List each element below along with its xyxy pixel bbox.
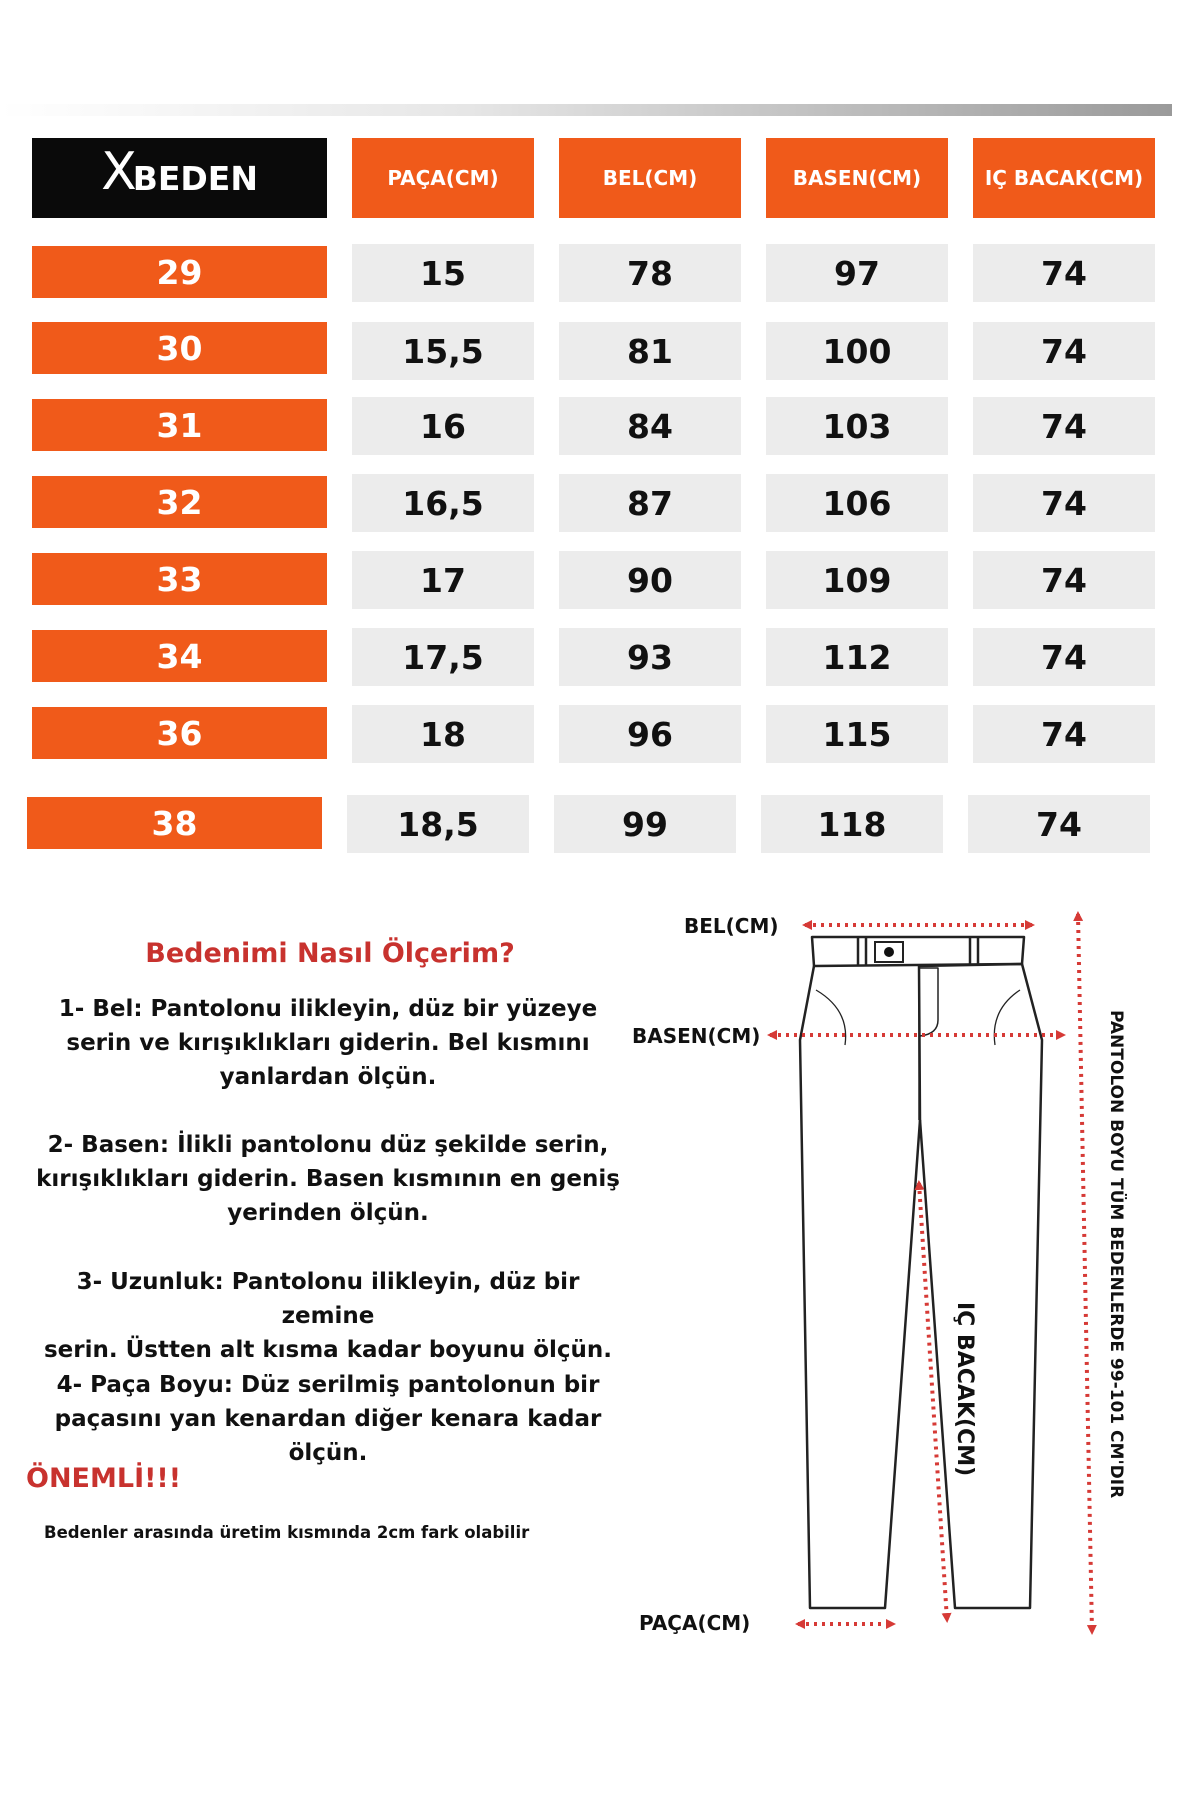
left-leg <box>800 966 920 1608</box>
guide-step-line: ölçün. <box>288 1440 368 1466</box>
value-cell: 109 <box>766 551 948 609</box>
value-cell: 74 <box>973 474 1155 532</box>
waistband <box>812 937 1024 966</box>
value-cell: 96 <box>559 705 741 763</box>
guide-step-line: serin ve kırışıklıkları giderin. Bel kısmını <box>66 1030 590 1056</box>
paca-label: PAÇA(CM) <box>639 1611 751 1635</box>
size-cell: 36 <box>32 707 327 759</box>
size-cell: 38 <box>27 797 322 849</box>
value-cell: 16,5 <box>352 474 534 532</box>
length-label: PANTOLON BOYU TÜM BEDENLERDE 99-101 CM'DIR <box>1106 1010 1126 1499</box>
column-header-ic-bacak: IÇ BACAK(CM) <box>973 138 1155 218</box>
inseam-arrow <box>919 1183 947 1620</box>
size-cell: 30 <box>32 322 327 374</box>
bel-label: BEL(CM) <box>684 914 779 938</box>
guide-step-line: 3- Uzunluk: Pantolonu ilikleyin, düz bir zemine <box>76 1269 580 1329</box>
guide-step-line: 2- Basen: İlikli pantolonu düz şekilde serin, <box>47 1132 609 1158</box>
right-leg <box>919 964 1042 1608</box>
size-cell: 33 <box>32 553 327 605</box>
guide-step-line: yerinden ölçün. <box>227 1200 429 1226</box>
value-cell: 103 <box>766 397 948 455</box>
column-header-bel: BEL(CM) <box>559 138 741 218</box>
size-cell: 29 <box>32 246 327 298</box>
value-cell: 74 <box>973 628 1155 686</box>
size-cell: 31 <box>32 399 327 451</box>
value-cell: 15,5 <box>352 322 534 380</box>
value-cell: 74 <box>973 551 1155 609</box>
basen-label: BASEN(CM) <box>632 1024 761 1048</box>
fly-curve <box>920 968 938 1036</box>
value-cell: 93 <box>559 628 741 686</box>
column-header-basen: BASEN(CM) <box>766 138 948 218</box>
value-cell: 74 <box>973 322 1155 380</box>
value-cell: 15 <box>352 244 534 302</box>
column-header-paca: PAÇA(CM) <box>352 138 534 218</box>
important-label: ÖNEMLİ!!! <box>26 1463 182 1494</box>
value-cell: 74 <box>973 397 1155 455</box>
value-cell: 17 <box>352 551 534 609</box>
production-note: Bedenler arasında üretim kısmında 2cm fark olabilir <box>44 1523 530 1542</box>
value-cell: 99 <box>554 795 736 853</box>
value-cell: 118 <box>761 795 943 853</box>
guide-title: Bedenimi Nasıl Ölçerim? <box>145 938 515 969</box>
value-cell: 97 <box>766 244 948 302</box>
value-cell: 112 <box>766 628 948 686</box>
size-cell: 32 <box>32 476 327 528</box>
inseam-label: IÇ BACAK(CM) <box>952 1302 977 1477</box>
guide-step-line: 1- Bel: Pantolonu ilikleyin, düz bir yüzeye <box>58 996 598 1022</box>
value-cell: 100 <box>766 322 948 380</box>
value-cell: 78 <box>559 244 741 302</box>
value-cell: 74 <box>968 795 1150 853</box>
value-cell: 106 <box>766 474 948 532</box>
guide-step-line: 4- Paça Boyu: Düz serilmiş pantolonun bir <box>56 1372 600 1398</box>
value-cell: 81 <box>559 322 741 380</box>
length-arrow <box>1078 914 1092 1632</box>
brand-x-mark: X <box>101 142 137 202</box>
size-cell: 34 <box>32 630 327 682</box>
guide-step-line: serin. Üstten alt kısma kadar boyunu ölçün. <box>43 1337 613 1363</box>
pocket-right <box>994 990 1020 1045</box>
guide-step-line: yanlardan ölçün. <box>219 1064 437 1090</box>
value-cell: 84 <box>559 397 741 455</box>
value-cell: 90 <box>559 551 741 609</box>
pants-outline <box>800 937 1042 1608</box>
value-cell: 115 <box>766 705 948 763</box>
guide-step-line: paçasını yan kenardan diğer kenara kadar <box>54 1406 602 1432</box>
value-cell: 16 <box>352 397 534 455</box>
value-cell: 18,5 <box>347 795 529 853</box>
value-cell: 74 <box>973 705 1155 763</box>
value-cell: 18 <box>352 705 534 763</box>
value-cell: 17,5 <box>352 628 534 686</box>
value-cell: 87 <box>559 474 741 532</box>
button-icon <box>884 947 894 957</box>
guide-step-line: kırışıklıkları giderin. Basen kısmının en geniş <box>36 1166 620 1192</box>
size-header-label: BEDEN <box>132 158 258 198</box>
value-cell: 74 <box>973 244 1155 302</box>
